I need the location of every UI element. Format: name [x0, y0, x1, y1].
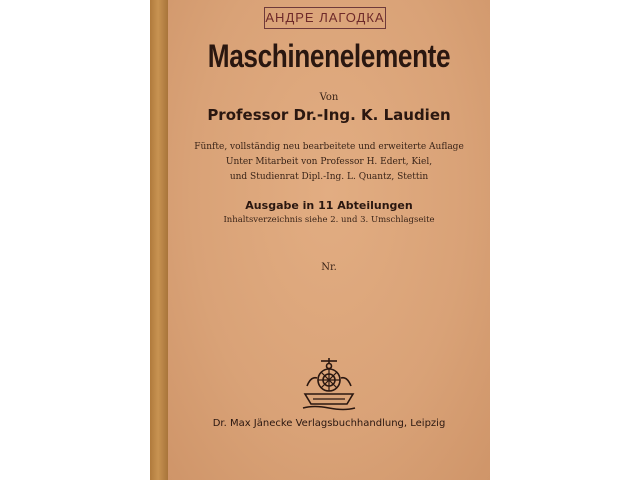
edition-line: und Studienrat Dipl.-Ing. L. Quantz, Stettin [229, 172, 429, 182]
von-label: Von [319, 92, 339, 103]
edition-info [168, 140, 490, 185]
author-name: Professor Dr.-Ing. K. Laudien [207, 106, 451, 124]
book [150, 0, 490, 480]
ausgabe-heading: Ausgabe in 11 Abteilungen [245, 199, 413, 212]
inhalt-note: Inhaltsverzeichnis siehe 2. und 3. Umschlagseite [223, 215, 435, 225]
number-label: Nr. [321, 262, 337, 273]
owner-label: АНДРЕ ЛАГОДКА [264, 7, 386, 29]
book-title: Maschinenelemente [207, 38, 451, 74]
book-spine [150, 0, 169, 480]
book-cover [168, 0, 490, 480]
edition-line: Unter Mitarbeit von Professor H. Edert, Kiel, [225, 157, 433, 167]
publisher-name: Dr. Max Jänecke Verlagsbuchhandlung, Leipzig [212, 418, 446, 429]
publisher-ship-emblem-icon [299, 352, 359, 412]
edition-line: Fünfte, vollständig neu bearbeitete und erweiterte Auflage [194, 142, 464, 152]
